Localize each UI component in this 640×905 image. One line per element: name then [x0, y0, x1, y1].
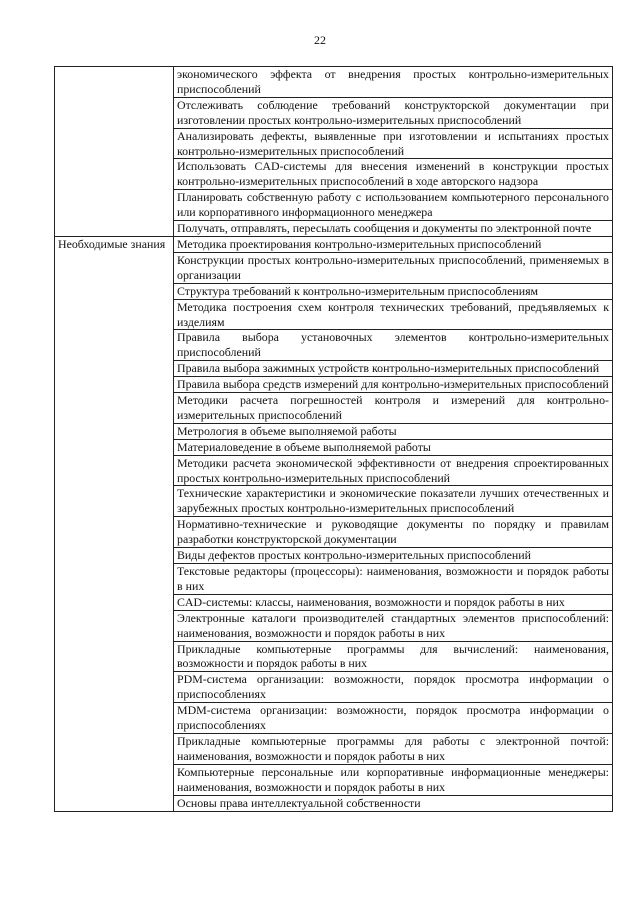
requirement-text: Метрология в объеме выполняемой работы — [174, 423, 613, 439]
requirement-text: Электронные каталоги производителей стандартных элементов приспособлений: наименования, возможности и порядок работы в них — [174, 610, 613, 641]
knowledge-row — [55, 236, 613, 252]
requirement-text: Прикладные компьютерные программы для вычислений: наименования, возможности и порядок работы в них — [174, 641, 613, 672]
requirement-text: Основы права интеллектуальной собственности — [174, 795, 613, 811]
skill-row — [55, 67, 613, 98]
skills-label-cell — [55, 67, 174, 237]
requirement-text: Методика проектирования контрольно-измерительных приспособлений — [174, 236, 613, 252]
requirement-text: Правила выбора установочных элементов контрольно-измерительных приспособлений — [174, 330, 613, 361]
requirement-text: Технические характеристики и экономические показатели лучших отечественных и зарубежных простых контрольно-измерительных приспособлений — [174, 486, 613, 517]
requirement-text: MDM-система организации: возможности, порядок просмотра информации о приспособлениях — [174, 703, 613, 734]
requirement-text: Конструкции простых контрольно-измерительных приспособлений, применяемых в организации — [174, 252, 613, 283]
requirement-text: CAD-системы: классы, наименования, возможности и порядок работы в них — [174, 594, 613, 610]
requirements-table — [54, 66, 613, 812]
requirement-text: Структура требований к контрольно-измерительным приспособлениям — [174, 283, 613, 299]
knowledge-label: Необходимые знания — [55, 236, 174, 811]
requirement-text: Правила выбора средств измерений для контрольно-измерительных приспособлений — [174, 377, 613, 393]
requirement-text: Правила выбора зажимных устройств контрольно-измерительных приспособлений — [174, 361, 613, 377]
requirement-text: Методика построения схем контроля технических требований, предъявляемых к изделиям — [174, 299, 613, 330]
requirement-text: Виды дефектов простых контрольно-измерительных приспособлений — [174, 548, 613, 564]
page-number: 22 — [314, 33, 326, 47]
requirement-text: Методики расчета погрешностей контроля и измерений для контрольно-измерительных приспособлений — [174, 393, 613, 424]
requirement-text: экономического эффекта от внедрения простых контрольно-измерительных приспособлений — [174, 67, 613, 98]
requirement-text: PDM-система организации: возможности, порядок просмотра информации о приспособлениях — [174, 672, 613, 703]
requirement-text: Нормативно-технические и руководящие документы по порядку и правилам разработки конструкторской документации — [174, 517, 613, 548]
requirement-text: Материаловедение в объеме выполняемой работы — [174, 439, 613, 455]
requirement-text: Планировать собственную работу с использованием компьютерного персонального или корпоративного информационного менеджера — [174, 190, 613, 221]
requirement-text: Компьютерные персональные или корпоративные информационные менеджеры: наименования, возможности и порядок работы в них — [174, 764, 613, 795]
requirement-text: Использовать CAD-системы для внесения изменений в конструкции простых контрольно-измерительных приспособлений в ходе авторского надзора — [174, 159, 613, 190]
requirement-text: Прикладные компьютерные программы для работы с электронной почтой: наименования, возможности и порядок работы в них — [174, 733, 613, 764]
requirement-text: Отслеживать соблюдение требований конструкторской документации при изготовлении простых контрольно-измерительных приспособлений — [174, 97, 613, 128]
requirement-text: Получать, отправлять, пересылать сообщения и документы по электронной почте — [174, 221, 613, 237]
table-body — [55, 67, 613, 812]
requirement-text: Анализировать дефекты, выявленные при изготовлении и испытаниях простых контрольно-измерительных приспособлений — [174, 128, 613, 159]
requirement-text: Текстовые редакторы (процессоры): наименования, возможности и порядок работы в них — [174, 564, 613, 595]
requirement-text: Методики расчета экономической эффективности от внедрения спроектированных простых контрольно-измерительных приспособлений — [174, 455, 613, 486]
